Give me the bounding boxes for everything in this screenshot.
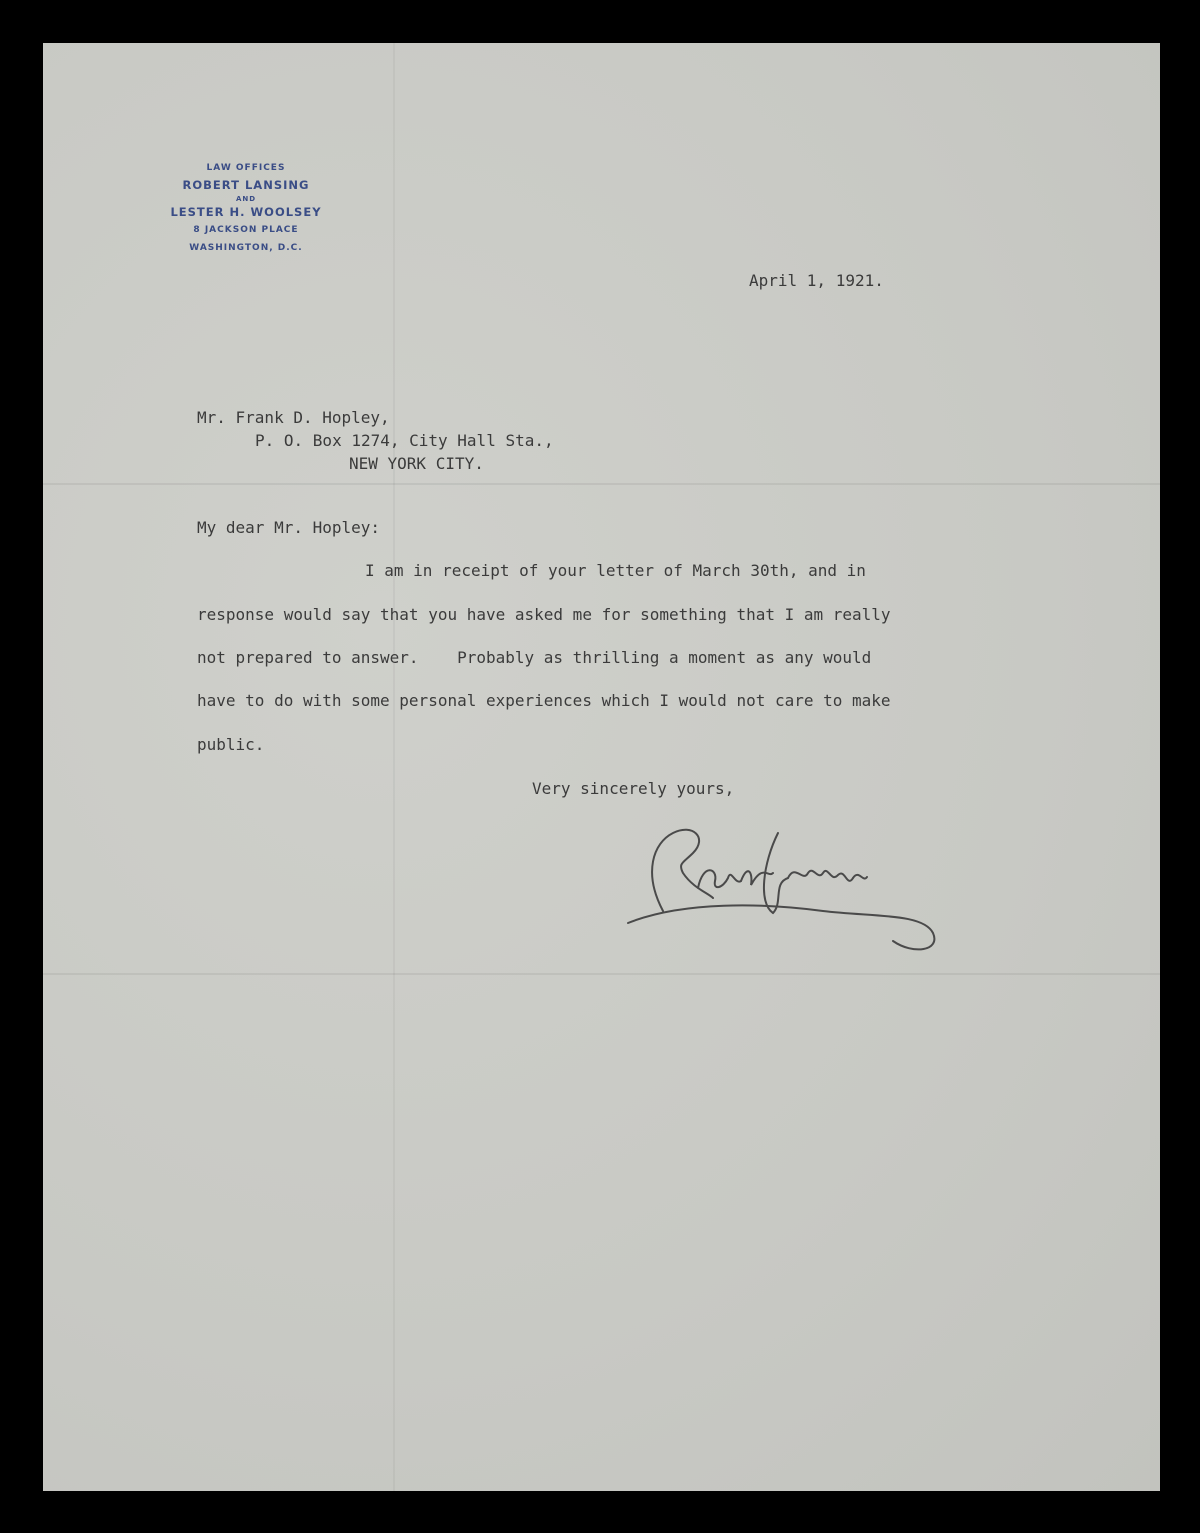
letterhead-line: WASHINGTON, D.C. [189, 243, 303, 253]
fold-line [43, 483, 1160, 485]
closing: Very sincerely yours, [532, 779, 735, 798]
body-line: not prepared to answer. Probably as thrilling a moment as any would [197, 648, 872, 667]
fold-line [393, 43, 395, 1491]
letterhead-line: AND [235, 195, 257, 203]
fold-line [43, 973, 1160, 975]
body-line: response would say that you have asked me for something that I am really [197, 605, 891, 624]
signature [623, 793, 943, 953]
letterhead-line: LESTER H. WOOLSEY [170, 205, 322, 219]
address-line: P. O. Box 1274, City Hall Sta., [255, 431, 554, 450]
body-line: I am in receipt of your letter of March 30th, and in [365, 561, 866, 580]
body-line: have to do with some personal experiences which I would not care to make [197, 691, 891, 710]
letterhead-line: LAW OFFICES [206, 163, 286, 173]
address-line: Mr. Frank D. Hopley, [197, 408, 390, 427]
salutation: My dear Mr. Hopley: [197, 518, 381, 537]
letter-date: April 1, 1921. [749, 271, 884, 290]
letterhead [151, 159, 341, 257]
letterhead-line: 8 JACKSON PLACE [193, 225, 299, 235]
address-line: NEW YORK CITY. [349, 454, 484, 473]
body-line: public. [197, 735, 265, 754]
letterhead-line: ROBERT LANSING [182, 178, 310, 192]
letter-sheet [43, 43, 1160, 1491]
